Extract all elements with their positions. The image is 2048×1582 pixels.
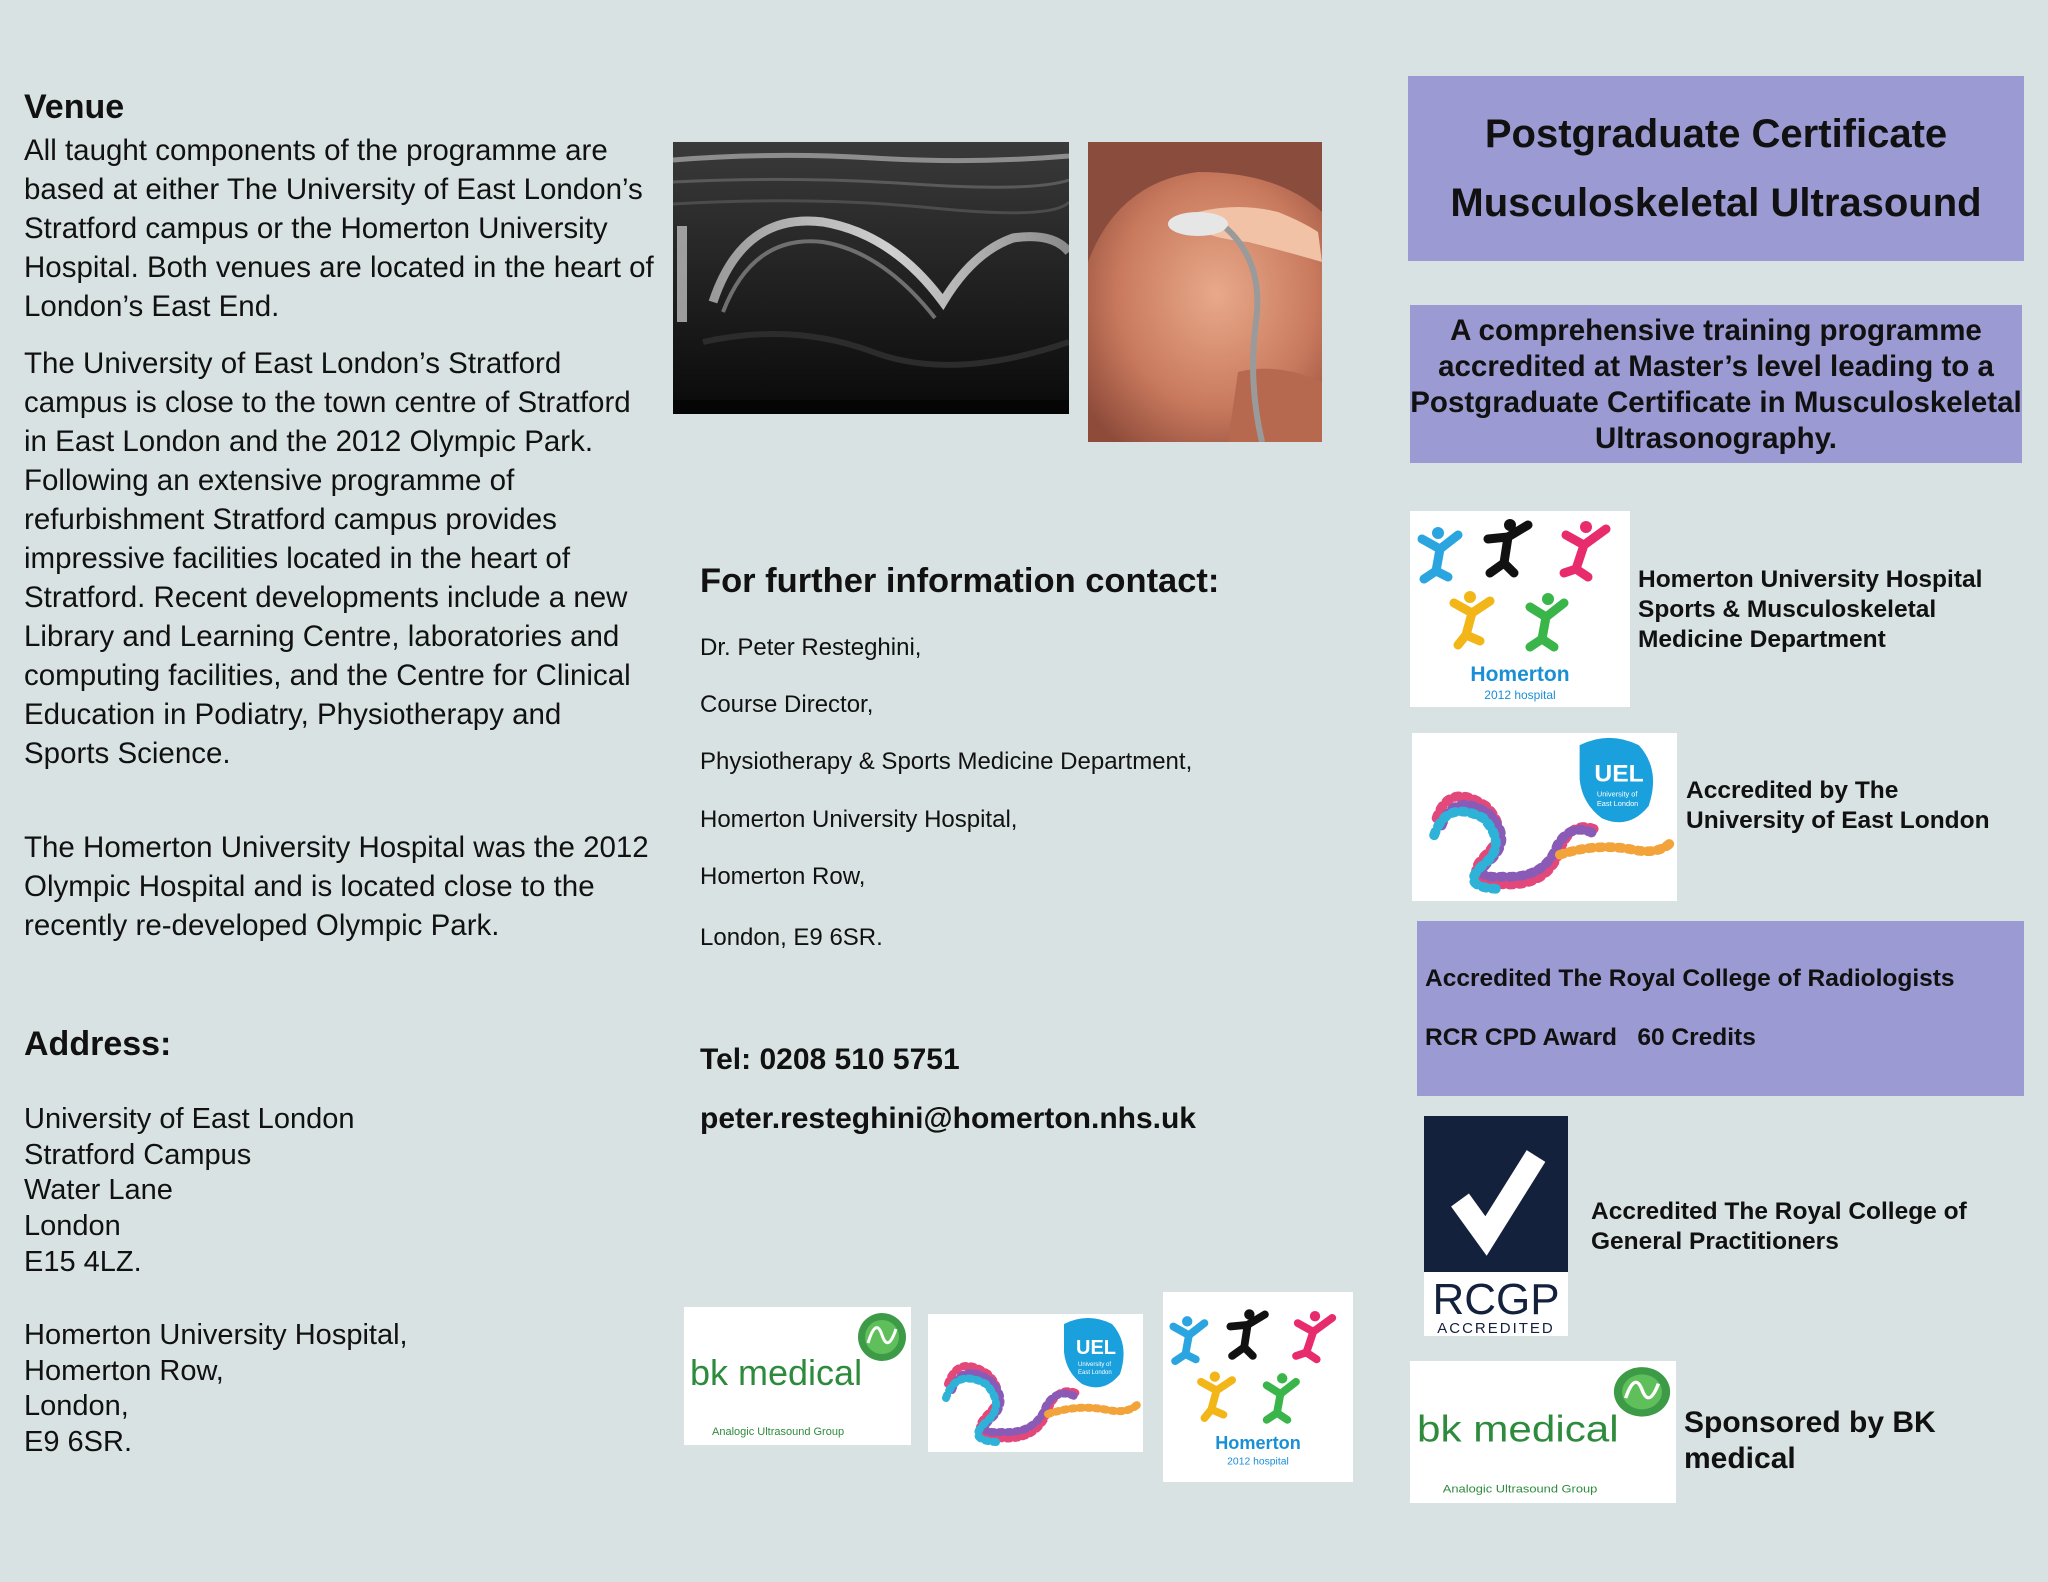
- shoulder-scan-photo: [1088, 142, 1322, 442]
- rcr-accreditation-box: [1417, 921, 2024, 1096]
- contact-line: Course Director,: [700, 691, 874, 718]
- address-line: London,: [24, 1390, 129, 1423]
- contact-line: London, E9 6SR.: [700, 924, 883, 951]
- course-title-line-2: Musculoskeletal Ultrasound: [1450, 181, 1982, 225]
- venue-paragraph-1: All taught components of the programme are based at either The University of East London’s Stratford campus or the Homerton University Hospital. Both venues are located in the heart of London’s East End.: [24, 134, 654, 323]
- address-line: London: [24, 1210, 121, 1243]
- address-line: Stratford Campus: [24, 1138, 252, 1171]
- ultrasound-scan-image: [673, 142, 1069, 414]
- homerton-2012-logo: [1410, 511, 1630, 707]
- address-line: University of East London: [24, 1103, 355, 1135]
- uel-logo-abbr: UEL: [1076, 1337, 1116, 1359]
- bk-logo-tagline: Analogic Ultrasound Group: [712, 1426, 845, 1438]
- svg-text:Homerton: Homerton: [1470, 663, 1570, 686]
- venue-paragraph-3: The Homerton University Hospital was the 2012 Olympic Hospital and is located close to the recently re-developed Olympic Park.: [24, 831, 649, 942]
- bk-logo-wordmark: bk medical: [690, 1352, 863, 1393]
- uel-logo: [1412, 733, 1677, 901]
- uel-accreditation-caption: Accredited by The University of East London: [1686, 777, 1990, 834]
- svg-text:ACCREDITED: ACCREDITED: [1437, 1320, 1555, 1336]
- homerton-2012-logo: [1163, 1292, 1353, 1482]
- svg-text:University of: University of: [1596, 789, 1638, 799]
- bk-sponsor-caption: Sponsored by BK medical: [1684, 1406, 1936, 1475]
- venue-paragraph-2: The University of East London’s Stratford campus is close to the town centre of Stratford in East London and the 2012 Olympic Park. Following an extensive programme of refurbishment Stratford campus provides impressive facilities located in the heart of Stratford. Recent developments include a new Library and Learning Centre, laboratories and computing facilities, and the Centre for Clinical Education in Podiatry, Physiotherapy and Sports Science.: [24, 347, 631, 770]
- course-title-line-1: Postgraduate Certificate: [1484, 112, 1948, 156]
- svg-text:University of: University of: [1078, 1362, 1112, 1368]
- svg-text:2012 hospital: 2012 hospital: [1484, 688, 1556, 702]
- uel-logo: [928, 1314, 1143, 1452]
- svg-text:2012 hospital: 2012 hospital: [1227, 1456, 1289, 1468]
- bk-medical-logo: [684, 1307, 911, 1445]
- svg-text:East London: East London: [1596, 799, 1639, 809]
- course-description-box: [1410, 305, 2022, 463]
- bk-medical-logo: [1410, 1361, 1676, 1503]
- contact-line: Dr. Peter Resteghini,: [700, 634, 922, 661]
- contact-heading: For further information contact:: [700, 562, 1220, 600]
- address-homerton: [24, 1318, 408, 1461]
- rcgp-accreditation-caption: Accredited The Royal College of General Practitioners: [1591, 1198, 1967, 1255]
- svg-text:bk medical: bk medical: [1417, 1408, 1619, 1450]
- address-uel: [24, 1102, 354, 1281]
- course-description: A comprehensive training programme accredited at Master’s level leading to a Postgraduate Certificate in Musculoskeletal Ultrasonography.: [1410, 314, 2022, 455]
- rcr-cpd-award: RCR CPD Award 60 Credits: [1425, 1024, 1756, 1051]
- svg-text:East London: East London: [1078, 1370, 1112, 1376]
- venue-heading: Venue: [24, 88, 125, 126]
- address-line: Homerton Row,: [24, 1354, 224, 1387]
- contact-email[interactable]: peter.resteghini@homerton.nhs.uk: [700, 1102, 1196, 1135]
- address-line: Water Lane: [24, 1174, 173, 1207]
- course-title-banner: [1408, 76, 2024, 261]
- rcgp-accredited-logo: [1424, 1116, 1568, 1336]
- contact-line: Homerton Row,: [700, 863, 866, 890]
- rcgp-logo-wordmark: RCGP: [1432, 1275, 1560, 1324]
- svg-text:Analogic Ultrasound Group: Analogic Ultrasound Group: [1442, 1482, 1598, 1496]
- contact-line: Homerton University Hospital,: [700, 806, 1018, 833]
- address-line: E15 4LZ.: [24, 1245, 142, 1278]
- svg-text:Homerton: Homerton: [1215, 1433, 1301, 1454]
- rcr-accreditation-line: Accredited The Royal College of Radiologists: [1425, 965, 1955, 992]
- contact-phone[interactable]: Tel: 0208 510 5751: [700, 1043, 960, 1076]
- address-line: E9 6SR.: [24, 1426, 132, 1459]
- contact-line: Physiotherapy & Sports Medicine Department,: [700, 748, 1193, 775]
- homerton-caption: Homerton University Hospital Sports & Musculoskeletal Medicine Department: [1638, 566, 1983, 653]
- address-heading: Address:: [24, 1025, 172, 1063]
- svg-text:UEL: UEL: [1594, 760, 1644, 788]
- address-line: Homerton University Hospital,: [24, 1319, 408, 1351]
